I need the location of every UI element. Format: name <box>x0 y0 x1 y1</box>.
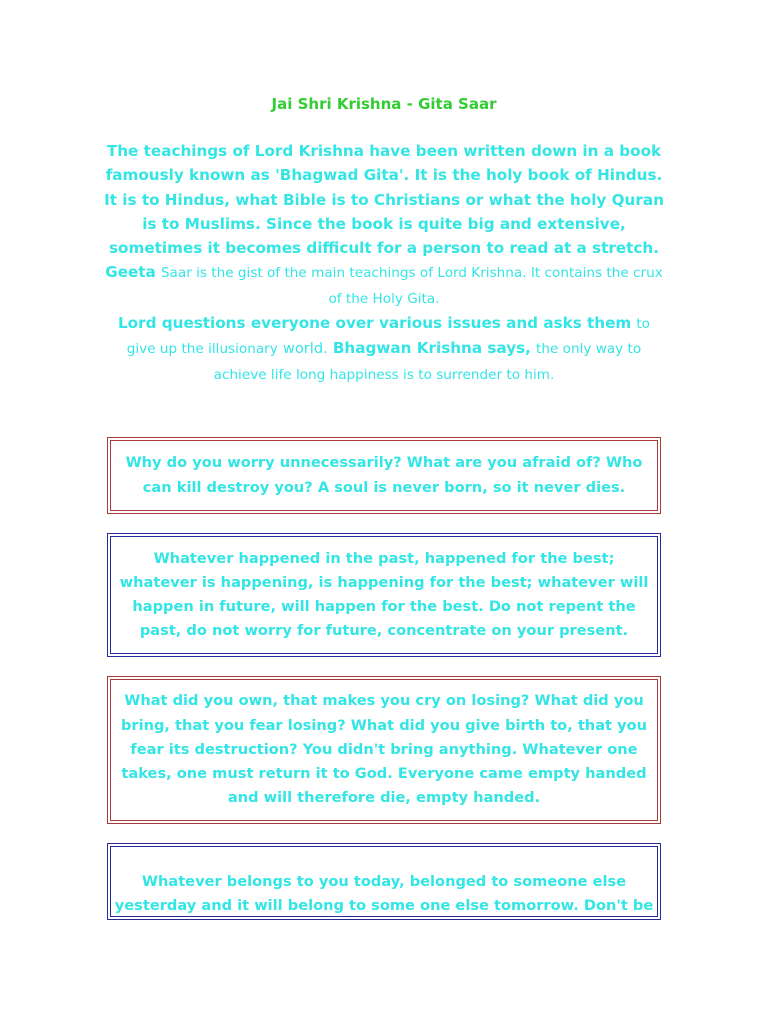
intro-world-text: world. <box>282 340 328 358</box>
quote-box-1 <box>107 437 661 514</box>
quote-text-4: Whatever belongs to you today, belonged to someone else yesterday and it will belong to some one else tomorrow. Don't be <box>114 873 654 915</box>
intro-plain-text-3: the only way to achieve life long happiness is to surrender to him. <box>213 341 642 383</box>
quote-text-3: What did you own, that makes you cry on losing? What did you bring, that you fear losing? What did you give birth to, that you fear its destruction? You didn't bring anything. Whatever one takes, one must return it to God. Everyone came empty handed and will therefore die, empty handed. <box>120 692 648 807</box>
intro-plain-text-2: to give up the illusionary <box>126 316 650 358</box>
intro-bold-text-3: Bhagwan Krishna says, <box>332 339 531 358</box>
intro-bold-text-2: Lord questions everyone over various issues and asks them <box>118 314 632 333</box>
quote-text-1: Why do you worry unnecessarily? What are you afraid of? Who can kill destroy you? A soul is never born, so it never dies. <box>125 454 643 496</box>
quote-box-2 <box>107 533 661 657</box>
intro-text <box>104 139 664 387</box>
quote-box-4 <box>107 843 661 920</box>
intro-bold-text: The teachings of Lord Krishna have been written down in a book famously known as 'Bhagwad Gita'. It is the holy book of Hindus. It is to Hindus, what Bible is to Christians or what the holy Quran is to Muslims. Since the book is quite big and extensive, sometimes it becomes difficult for a person to read at a stretch. Geeta <box>104 142 664 282</box>
intro-plain-text: Saar is the gist of the main teachings of Lord Krishna. It contains the crux of the Holy Gita. <box>160 265 663 307</box>
quote-box-3 <box>107 676 661 824</box>
page-title: Jai Shri Krishna - Gita Saar <box>271 95 497 113</box>
quote-text-2: Whatever happened in the past, happened for the best; whatever is happening, is happening for the best; whatever will happen in future, will happen for the best. Do not repent the past, do not worry for future, concentrate on your present. <box>119 549 649 640</box>
